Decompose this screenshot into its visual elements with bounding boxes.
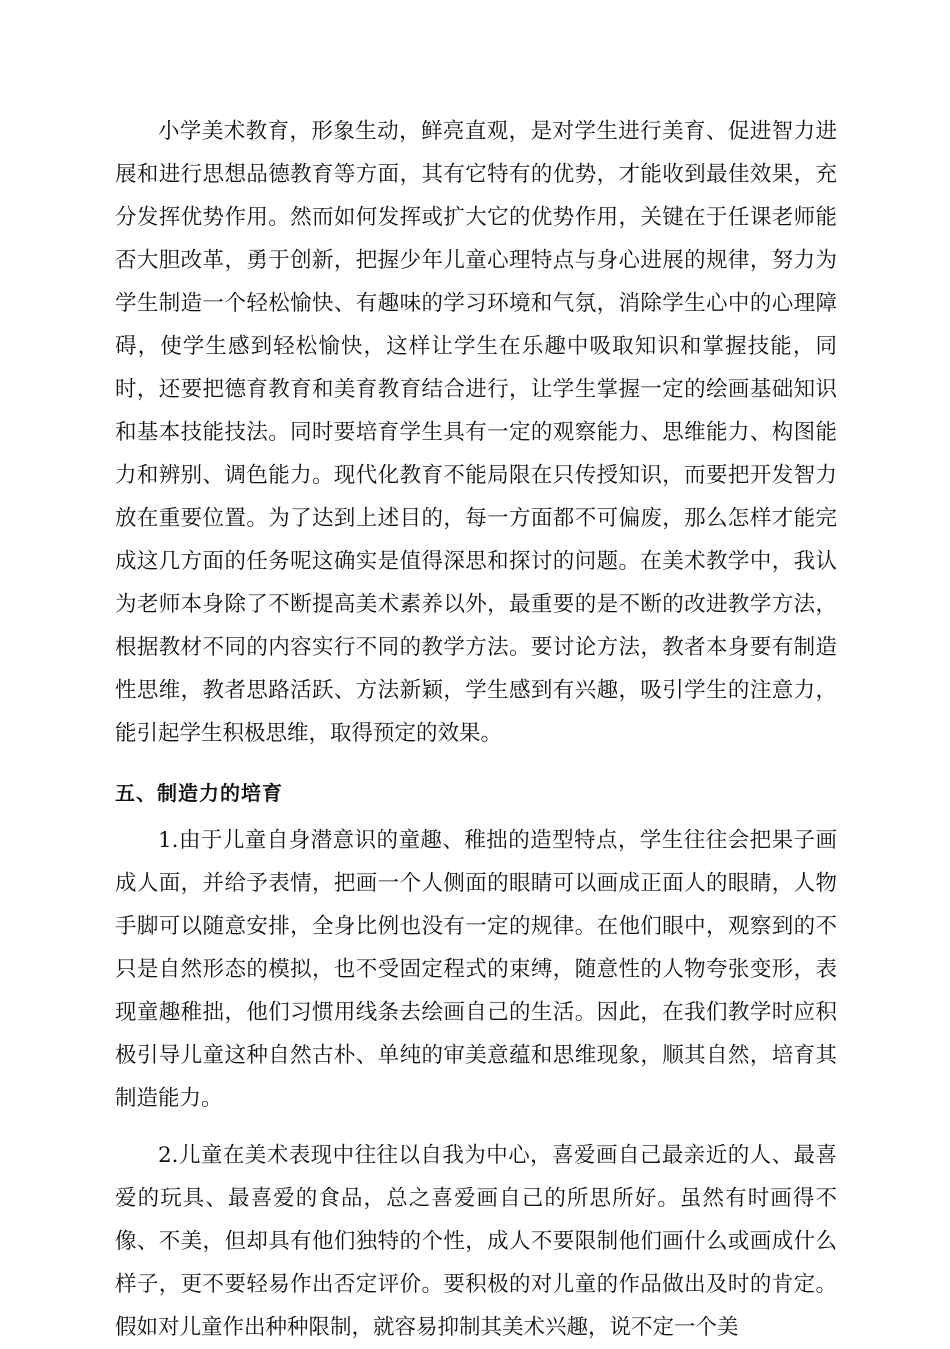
paragraph-1: 1.由于儿童自身潜意识的童趣、稚拙的造型特点，学生往往会把果子画成人面，并给予表情，把画一个人侧面的眼睛可以画成正面人的眼睛，人物手脚可以随意安排，全身比例也没有一定的规律。在他们眼中，观察到的不只是自然形态的模拟，也不受固定程式的束缚，随意性的人物夸张变形，表现童趣稚拙，他们习惯用线条去绘画自己的生活。因此，在我们教学时应积极引导儿童这种自然古朴、单纯的审美意蕴和思维现象，顺其自然，培育其制造能力。: [115, 828, 837, 1111]
intro-paragraph: 小学美术教育，形象生动，鲜亮直观，是对学生进行美育、促进智力进展和进行思想品德教育等方面，其有它特有的优势，才能收到最佳效果，充分发挥优势作用。然而如何发挥或扩大它的优势作用，关键在于任课老师能否大胆改革，勇于创新，把握少年儿童心理特点与身心进展的规律，努力为学生制造一个轻松愉快、有趣味的学习环境和气氛，消除学生心中的心理障碍，使学生感到轻松愉快，这样让学生在乐趣中吸取知识和掌握技能，同时，还要把德育教育和美育教育结合进行，让学生掌握一定的绘画基础知识和基本技能技法。同时要培育学生具有一定的观察能力、思维能力、构图能力和辨别、调色能力。现代化教育不能局限在只传授知识，而要把开发智力放在重要位置。为了达到上述目的，每一方面都不可偏废，那么怎样才能完成这几方面的任务呢这确实是值得深思和探讨的问题。在美术教学中，我认为老师本身除了不断提高美术素养以外，最重要的是不断的改进教学方法，根据教材不同的内容实行不同的教学方法。要讨论方法，教者本身要有制造性思维，教者思路活跃、方法新颖，学生感到有兴趣，吸引学生的注意力，能引起学生积极思维，取得预定的效果。: [115, 119, 837, 746]
document-page: [115, 110, 837, 1349]
spacer: [115, 1120, 837, 1134]
paragraph-2: 2.儿童在美术表现中往往以自我为中心，喜爱画自己最亲近的人、最喜爱的玩具、最喜爱的食品，总之喜爱画自己的所思所好。虽然有时画得不像、不美，但却具有他们独特的个性，成人不要限制他们画什么或画成什么样子，更不要轻易作出否定评价。要积极的对儿童的作品做出及时的肯定。假如对儿童作出种种限制，就容易抑制其美术兴趣，说不定一个美: [115, 1143, 837, 1340]
section-heading: 五、制造力的培育: [115, 781, 283, 805]
